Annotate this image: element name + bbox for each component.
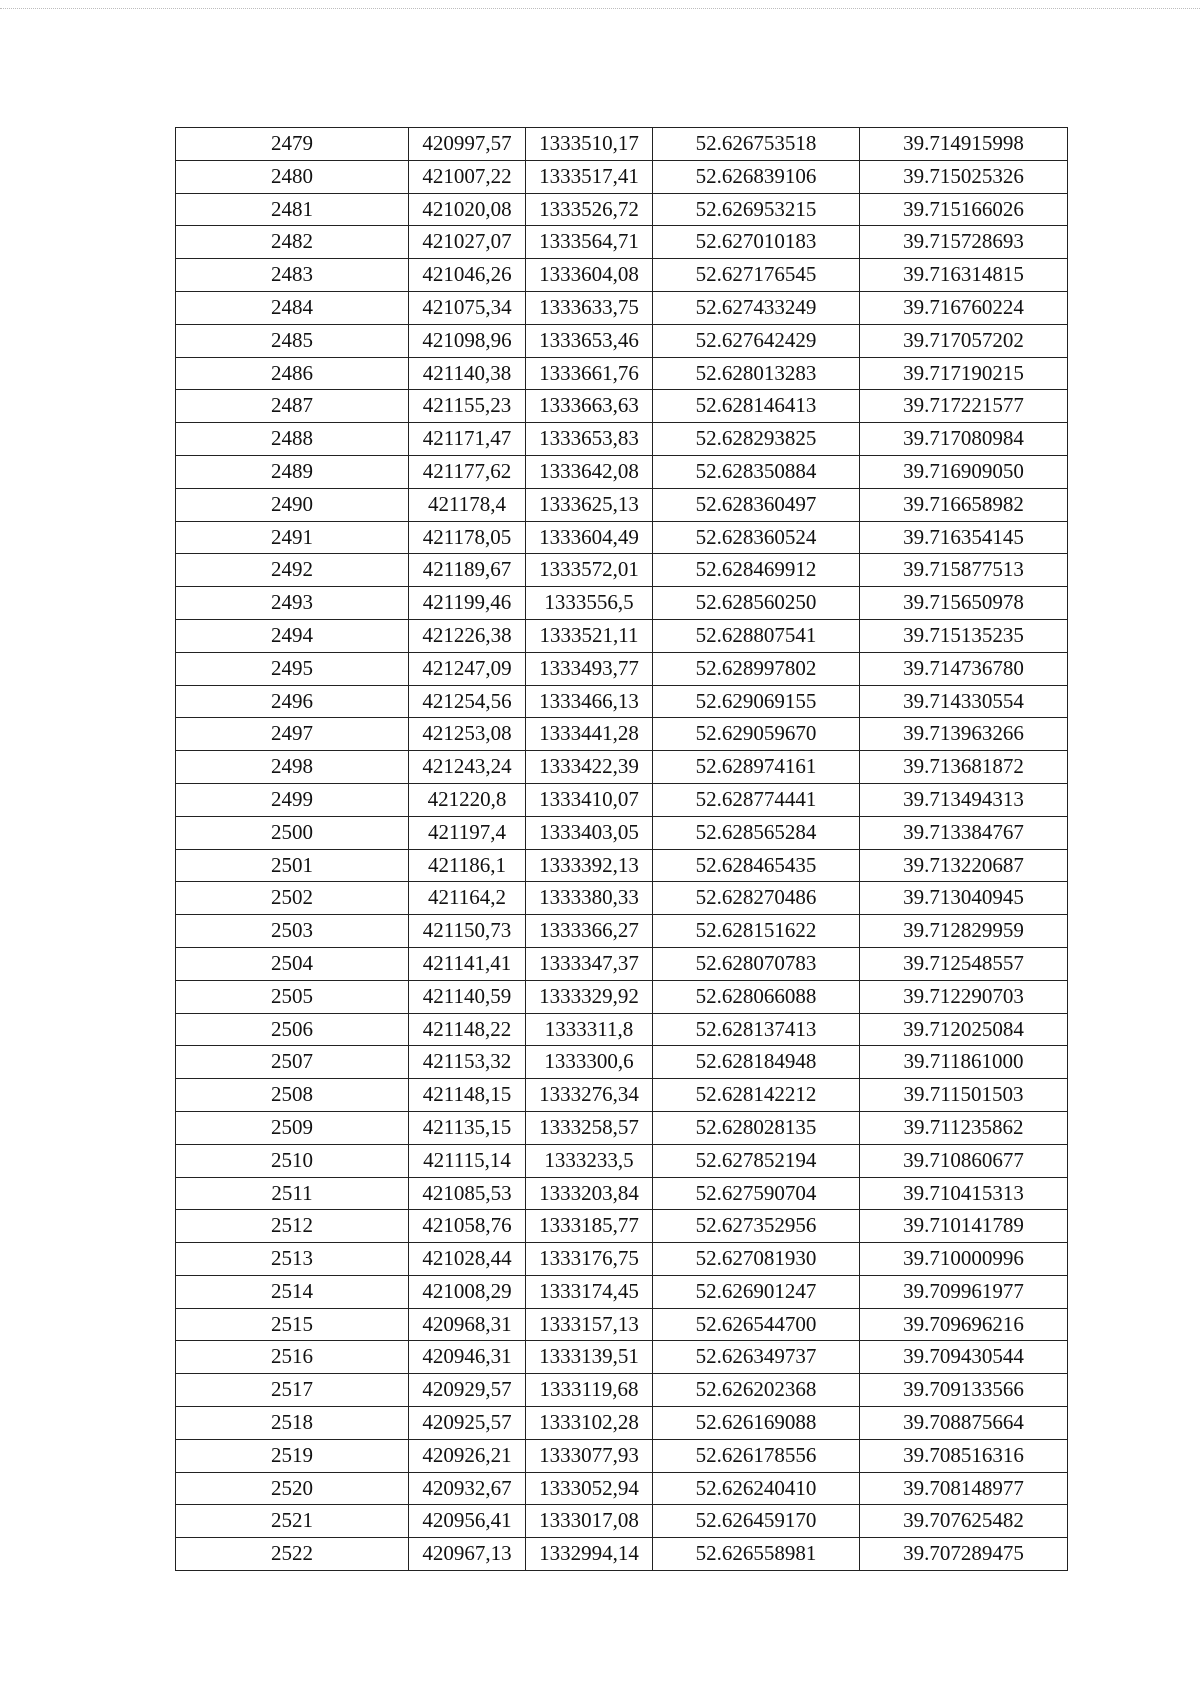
longitude-cell: 39.710000996 — [860, 1243, 1068, 1276]
x-coordinate-cell: 420997,57 — [409, 128, 526, 161]
table-row — [176, 619, 1068, 652]
x-coordinate-cell: 420926,21 — [409, 1439, 526, 1472]
x-coordinate-cell: 420968,31 — [409, 1308, 526, 1341]
x-coordinate-cell: 421135,15 — [409, 1111, 526, 1144]
latitude-cell: 52.628070783 — [653, 947, 860, 980]
coordinate-table-container — [175, 127, 1067, 1571]
y-coordinate-cell: 1333052,94 — [526, 1472, 653, 1505]
table-row — [176, 1308, 1068, 1341]
point-number-cell: 2518 — [176, 1407, 409, 1440]
table-row — [176, 390, 1068, 423]
y-coordinate-cell: 1333510,17 — [526, 128, 653, 161]
longitude-cell: 39.711501503 — [860, 1079, 1068, 1112]
longitude-cell: 39.707625482 — [860, 1505, 1068, 1538]
latitude-cell: 52.628565284 — [653, 816, 860, 849]
y-coordinate-cell: 1333176,75 — [526, 1243, 653, 1276]
x-coordinate-cell: 421153,32 — [409, 1046, 526, 1079]
latitude-cell: 52.628142212 — [653, 1079, 860, 1112]
table-row — [176, 1046, 1068, 1079]
table-row — [176, 1275, 1068, 1308]
x-coordinate-cell: 421164,2 — [409, 882, 526, 915]
y-coordinate-cell: 1333203,84 — [526, 1177, 653, 1210]
point-number-cell: 2503 — [176, 915, 409, 948]
table-row — [176, 554, 1068, 587]
latitude-cell: 52.626953215 — [653, 193, 860, 226]
latitude-cell: 52.628270486 — [653, 882, 860, 915]
latitude-cell: 52.627852194 — [653, 1144, 860, 1177]
point-number-cell: 2513 — [176, 1243, 409, 1276]
longitude-cell: 39.715166026 — [860, 193, 1068, 226]
point-number-cell: 2492 — [176, 554, 409, 587]
point-number-cell: 2522 — [176, 1538, 409, 1571]
coordinate-table-body — [176, 128, 1068, 1571]
point-number-cell: 2514 — [176, 1275, 409, 1308]
longitude-cell: 39.713681872 — [860, 751, 1068, 784]
x-coordinate-cell: 421150,73 — [409, 915, 526, 948]
point-number-cell: 2485 — [176, 324, 409, 357]
table-row — [176, 226, 1068, 259]
table-row — [176, 357, 1068, 390]
latitude-cell: 52.628807541 — [653, 619, 860, 652]
longitude-cell: 39.709430544 — [860, 1341, 1068, 1374]
longitude-cell: 39.712290703 — [860, 980, 1068, 1013]
latitude-cell: 52.627642429 — [653, 324, 860, 357]
latitude-cell: 52.626169088 — [653, 1407, 860, 1440]
y-coordinate-cell: 1333661,76 — [526, 357, 653, 390]
longitude-cell: 39.717080984 — [860, 423, 1068, 456]
point-number-cell: 2520 — [176, 1472, 409, 1505]
point-number-cell: 2504 — [176, 947, 409, 980]
y-coordinate-cell: 1333347,37 — [526, 947, 653, 980]
table-row — [176, 1341, 1068, 1374]
point-number-cell: 2488 — [176, 423, 409, 456]
latitude-cell: 52.627010183 — [653, 226, 860, 259]
x-coordinate-cell: 420967,13 — [409, 1538, 526, 1571]
table-row — [176, 291, 1068, 324]
point-number-cell: 2484 — [176, 291, 409, 324]
x-coordinate-cell: 420932,67 — [409, 1472, 526, 1505]
x-coordinate-cell: 421027,07 — [409, 226, 526, 259]
coordinate-table — [175, 127, 1068, 1571]
scan-top-edge — [0, 8, 1200, 9]
table-row — [176, 1407, 1068, 1440]
longitude-cell: 39.713494313 — [860, 783, 1068, 816]
x-coordinate-cell: 421189,67 — [409, 554, 526, 587]
latitude-cell: 52.627352956 — [653, 1210, 860, 1243]
table-row — [176, 587, 1068, 620]
latitude-cell: 52.626901247 — [653, 1275, 860, 1308]
latitude-cell: 52.626459170 — [653, 1505, 860, 1538]
point-number-cell: 2486 — [176, 357, 409, 390]
x-coordinate-cell: 421020,08 — [409, 193, 526, 226]
y-coordinate-cell: 1333119,68 — [526, 1374, 653, 1407]
x-coordinate-cell: 421247,09 — [409, 652, 526, 685]
longitude-cell: 39.713384767 — [860, 816, 1068, 849]
table-row — [176, 1439, 1068, 1472]
longitude-cell: 39.711235862 — [860, 1111, 1068, 1144]
x-coordinate-cell: 421178,4 — [409, 488, 526, 521]
point-number-cell: 2500 — [176, 816, 409, 849]
table-row — [176, 1374, 1068, 1407]
y-coordinate-cell: 1333139,51 — [526, 1341, 653, 1374]
x-coordinate-cell: 421140,59 — [409, 980, 526, 1013]
x-coordinate-cell: 420925,57 — [409, 1407, 526, 1440]
latitude-cell: 52.628360497 — [653, 488, 860, 521]
table-row — [176, 259, 1068, 292]
table-row — [176, 915, 1068, 948]
longitude-cell: 39.713040945 — [860, 882, 1068, 915]
latitude-cell: 52.628360524 — [653, 521, 860, 554]
table-row — [176, 193, 1068, 226]
y-coordinate-cell: 1333410,07 — [526, 783, 653, 816]
point-number-cell: 2509 — [176, 1111, 409, 1144]
longitude-cell: 39.712829959 — [860, 915, 1068, 948]
table-row — [176, 751, 1068, 784]
longitude-cell: 39.710860677 — [860, 1144, 1068, 1177]
x-coordinate-cell: 421058,76 — [409, 1210, 526, 1243]
table-row — [176, 816, 1068, 849]
point-number-cell: 2479 — [176, 128, 409, 161]
longitude-cell: 39.715877513 — [860, 554, 1068, 587]
y-coordinate-cell: 1332994,14 — [526, 1538, 653, 1571]
point-number-cell: 2502 — [176, 882, 409, 915]
y-coordinate-cell: 1333233,5 — [526, 1144, 653, 1177]
longitude-cell: 39.710141789 — [860, 1210, 1068, 1243]
latitude-cell: 52.628974161 — [653, 751, 860, 784]
latitude-cell: 52.628137413 — [653, 1013, 860, 1046]
table-row — [176, 1013, 1068, 1046]
x-coordinate-cell: 421148,22 — [409, 1013, 526, 1046]
latitude-cell: 52.629069155 — [653, 685, 860, 718]
x-coordinate-cell: 421155,23 — [409, 390, 526, 423]
table-row — [176, 1472, 1068, 1505]
longitude-cell: 39.716314815 — [860, 259, 1068, 292]
y-coordinate-cell: 1333380,33 — [526, 882, 653, 915]
point-number-cell: 2494 — [176, 619, 409, 652]
x-coordinate-cell: 420929,57 — [409, 1374, 526, 1407]
x-coordinate-cell: 421140,38 — [409, 357, 526, 390]
longitude-cell: 39.713220687 — [860, 849, 1068, 882]
x-coordinate-cell: 421141,41 — [409, 947, 526, 980]
table-row — [176, 1111, 1068, 1144]
y-coordinate-cell: 1333604,08 — [526, 259, 653, 292]
table-row — [176, 1505, 1068, 1538]
y-coordinate-cell: 1333653,46 — [526, 324, 653, 357]
table-row — [176, 521, 1068, 554]
point-number-cell: 2480 — [176, 160, 409, 193]
latitude-cell: 52.628469912 — [653, 554, 860, 587]
y-coordinate-cell: 1333366,27 — [526, 915, 653, 948]
point-number-cell: 2515 — [176, 1308, 409, 1341]
point-number-cell: 2491 — [176, 521, 409, 554]
latitude-cell: 52.627176545 — [653, 259, 860, 292]
longitude-cell: 39.715728693 — [860, 226, 1068, 259]
longitude-cell: 39.717221577 — [860, 390, 1068, 423]
y-coordinate-cell: 1333174,45 — [526, 1275, 653, 1308]
y-coordinate-cell: 1333653,83 — [526, 423, 653, 456]
point-number-cell: 2501 — [176, 849, 409, 882]
longitude-cell: 39.717190215 — [860, 357, 1068, 390]
latitude-cell: 52.628350884 — [653, 455, 860, 488]
y-coordinate-cell: 1333572,01 — [526, 554, 653, 587]
latitude-cell: 52.626240410 — [653, 1472, 860, 1505]
latitude-cell: 52.628066088 — [653, 980, 860, 1013]
point-number-cell: 2510 — [176, 1144, 409, 1177]
longitude-cell: 39.707289475 — [860, 1538, 1068, 1571]
x-coordinate-cell: 421046,26 — [409, 259, 526, 292]
table-row — [176, 423, 1068, 456]
latitude-cell: 52.628013283 — [653, 357, 860, 390]
table-row — [176, 685, 1068, 718]
y-coordinate-cell: 1333300,6 — [526, 1046, 653, 1079]
table-row — [176, 488, 1068, 521]
point-number-cell: 2521 — [176, 1505, 409, 1538]
point-number-cell: 2506 — [176, 1013, 409, 1046]
x-coordinate-cell: 421199,46 — [409, 587, 526, 620]
longitude-cell: 39.714330554 — [860, 685, 1068, 718]
table-row — [176, 652, 1068, 685]
longitude-cell: 39.716354145 — [860, 521, 1068, 554]
x-coordinate-cell: 420956,41 — [409, 1505, 526, 1538]
y-coordinate-cell: 1333604,49 — [526, 521, 653, 554]
longitude-cell: 39.716658982 — [860, 488, 1068, 521]
latitude-cell: 52.626544700 — [653, 1308, 860, 1341]
latitude-cell: 52.627081930 — [653, 1243, 860, 1276]
latitude-cell: 52.626202368 — [653, 1374, 860, 1407]
table-row — [176, 1243, 1068, 1276]
table-row — [176, 128, 1068, 161]
longitude-cell: 39.712548557 — [860, 947, 1068, 980]
latitude-cell: 52.628997802 — [653, 652, 860, 685]
latitude-cell: 52.626753518 — [653, 128, 860, 161]
point-number-cell: 2519 — [176, 1439, 409, 1472]
point-number-cell: 2507 — [176, 1046, 409, 1079]
x-coordinate-cell: 421075,34 — [409, 291, 526, 324]
table-row — [176, 455, 1068, 488]
y-coordinate-cell: 1333633,75 — [526, 291, 653, 324]
y-coordinate-cell: 1333564,71 — [526, 226, 653, 259]
y-coordinate-cell: 1333466,13 — [526, 685, 653, 718]
longitude-cell: 39.715135235 — [860, 619, 1068, 652]
y-coordinate-cell: 1333329,92 — [526, 980, 653, 1013]
point-number-cell: 2511 — [176, 1177, 409, 1210]
point-number-cell: 2487 — [176, 390, 409, 423]
x-coordinate-cell: 421098,96 — [409, 324, 526, 357]
point-number-cell: 2496 — [176, 685, 409, 718]
y-coordinate-cell: 1333017,08 — [526, 1505, 653, 1538]
longitude-cell: 39.709961977 — [860, 1275, 1068, 1308]
y-coordinate-cell: 1333077,93 — [526, 1439, 653, 1472]
longitude-cell: 39.717057202 — [860, 324, 1068, 357]
y-coordinate-cell: 1333526,72 — [526, 193, 653, 226]
point-number-cell: 2483 — [176, 259, 409, 292]
point-number-cell: 2517 — [176, 1374, 409, 1407]
latitude-cell: 52.628028135 — [653, 1111, 860, 1144]
point-number-cell: 2489 — [176, 455, 409, 488]
table-row — [176, 1144, 1068, 1177]
table-row — [176, 160, 1068, 193]
latitude-cell: 52.628293825 — [653, 423, 860, 456]
point-number-cell: 2498 — [176, 751, 409, 784]
x-coordinate-cell: 421226,38 — [409, 619, 526, 652]
longitude-cell: 39.713963266 — [860, 718, 1068, 751]
x-coordinate-cell: 421007,22 — [409, 160, 526, 193]
longitude-cell: 39.710415313 — [860, 1177, 1068, 1210]
latitude-cell: 52.626178556 — [653, 1439, 860, 1472]
x-coordinate-cell: 421178,05 — [409, 521, 526, 554]
longitude-cell: 39.708148977 — [860, 1472, 1068, 1505]
latitude-cell: 52.629059670 — [653, 718, 860, 751]
table-row — [176, 849, 1068, 882]
y-coordinate-cell: 1333258,57 — [526, 1111, 653, 1144]
latitude-cell: 52.628465435 — [653, 849, 860, 882]
y-coordinate-cell: 1333663,63 — [526, 390, 653, 423]
x-coordinate-cell: 421171,47 — [409, 423, 526, 456]
longitude-cell: 39.715025326 — [860, 160, 1068, 193]
y-coordinate-cell: 1333422,39 — [526, 751, 653, 784]
y-coordinate-cell: 1333392,13 — [526, 849, 653, 882]
longitude-cell: 39.708516316 — [860, 1439, 1068, 1472]
latitude-cell: 52.628184948 — [653, 1046, 860, 1079]
y-coordinate-cell: 1333403,05 — [526, 816, 653, 849]
longitude-cell: 39.714736780 — [860, 652, 1068, 685]
point-number-cell: 2505 — [176, 980, 409, 1013]
latitude-cell: 52.628774441 — [653, 783, 860, 816]
longitude-cell: 39.709696216 — [860, 1308, 1068, 1341]
table-row — [176, 1210, 1068, 1243]
x-coordinate-cell: 421008,29 — [409, 1275, 526, 1308]
table-row — [176, 783, 1068, 816]
y-coordinate-cell: 1333625,13 — [526, 488, 653, 521]
table-row — [176, 324, 1068, 357]
x-coordinate-cell: 421085,53 — [409, 1177, 526, 1210]
table-row — [176, 1538, 1068, 1571]
latitude-cell: 52.627433249 — [653, 291, 860, 324]
x-coordinate-cell: 420946,31 — [409, 1341, 526, 1374]
y-coordinate-cell: 1333102,28 — [526, 1407, 653, 1440]
point-number-cell: 2482 — [176, 226, 409, 259]
point-number-cell: 2516 — [176, 1341, 409, 1374]
latitude-cell: 52.627590704 — [653, 1177, 860, 1210]
x-coordinate-cell: 421115,14 — [409, 1144, 526, 1177]
y-coordinate-cell: 1333493,77 — [526, 652, 653, 685]
y-coordinate-cell: 1333521,11 — [526, 619, 653, 652]
x-coordinate-cell: 421253,08 — [409, 718, 526, 751]
table-row — [176, 947, 1068, 980]
y-coordinate-cell: 1333556,5 — [526, 587, 653, 620]
x-coordinate-cell: 421254,56 — [409, 685, 526, 718]
latitude-cell: 52.626558981 — [653, 1538, 860, 1571]
point-number-cell: 2508 — [176, 1079, 409, 1112]
x-coordinate-cell: 421197,4 — [409, 816, 526, 849]
point-number-cell: 2512 — [176, 1210, 409, 1243]
longitude-cell: 39.715650978 — [860, 587, 1068, 620]
point-number-cell: 2499 — [176, 783, 409, 816]
point-number-cell: 2493 — [176, 587, 409, 620]
y-coordinate-cell: 1333185,77 — [526, 1210, 653, 1243]
latitude-cell: 52.628560250 — [653, 587, 860, 620]
longitude-cell: 39.708875664 — [860, 1407, 1068, 1440]
x-coordinate-cell: 421220,8 — [409, 783, 526, 816]
longitude-cell: 39.709133566 — [860, 1374, 1068, 1407]
table-row — [176, 1177, 1068, 1210]
longitude-cell: 39.714915998 — [860, 128, 1068, 161]
table-row — [176, 1079, 1068, 1112]
table-row — [176, 718, 1068, 751]
y-coordinate-cell: 1333441,28 — [526, 718, 653, 751]
longitude-cell: 39.711861000 — [860, 1046, 1068, 1079]
y-coordinate-cell: 1333311,8 — [526, 1013, 653, 1046]
latitude-cell: 52.628146413 — [653, 390, 860, 423]
latitude-cell: 52.626839106 — [653, 160, 860, 193]
y-coordinate-cell: 1333642,08 — [526, 455, 653, 488]
table-row — [176, 980, 1068, 1013]
latitude-cell: 52.628151622 — [653, 915, 860, 948]
x-coordinate-cell: 421148,15 — [409, 1079, 526, 1112]
x-coordinate-cell: 421177,62 — [409, 455, 526, 488]
point-number-cell: 2495 — [176, 652, 409, 685]
point-number-cell: 2497 — [176, 718, 409, 751]
longitude-cell: 39.712025084 — [860, 1013, 1068, 1046]
x-coordinate-cell: 421028,44 — [409, 1243, 526, 1276]
table-row — [176, 882, 1068, 915]
point-number-cell: 2490 — [176, 488, 409, 521]
longitude-cell: 39.716760224 — [860, 291, 1068, 324]
y-coordinate-cell: 1333276,34 — [526, 1079, 653, 1112]
y-coordinate-cell: 1333517,41 — [526, 160, 653, 193]
x-coordinate-cell: 421186,1 — [409, 849, 526, 882]
longitude-cell: 39.716909050 — [860, 455, 1068, 488]
latitude-cell: 52.626349737 — [653, 1341, 860, 1374]
x-coordinate-cell: 421243,24 — [409, 751, 526, 784]
point-number-cell: 2481 — [176, 193, 409, 226]
y-coordinate-cell: 1333157,13 — [526, 1308, 653, 1341]
